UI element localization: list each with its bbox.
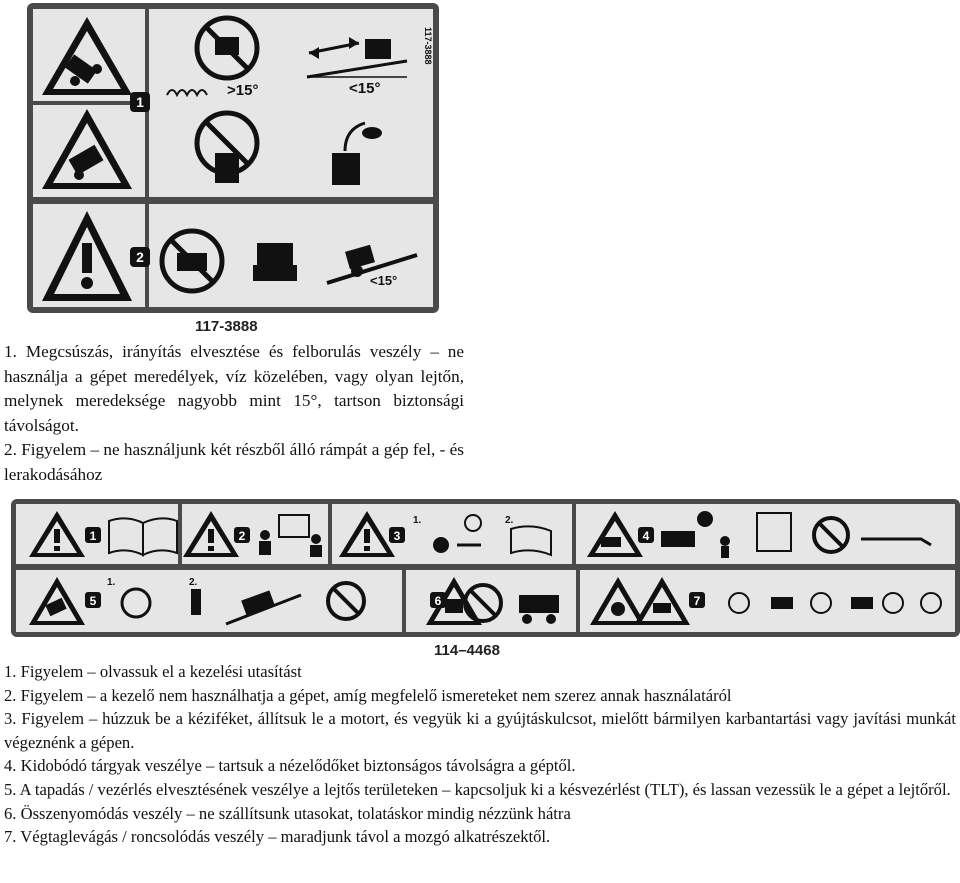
badge-label: 2: [238, 529, 246, 543]
description-item: 1. Megcsúszás, irányítás elvesztése és felborulás veszély – ne használja a gépet meredélyek, víz közelében, vagy olyan lejtőn, melynek meredeksége nagyobb mint 15°, tartson biztonsági távolságot.: [4, 342, 464, 435]
number-badge: [85, 592, 101, 608]
slope-greater-label: >15°: [227, 82, 259, 99]
description-item: 2. Figyelem – a kezelő nem használhatja a gépet, amíg megfelelő ismereteket nem szerez annak használatáról: [4, 685, 732, 705]
step-label: 1.: [413, 515, 422, 526]
description-item: 5. A tapadás / vezérlés elvesztésének veszélye a lejtős területeken – kapcsoljuk ki a késvezérlést (TLT), és lassan vezessük le a gépet a lejtőről.: [4, 779, 951, 799]
step-label: 2.: [189, 577, 198, 588]
number-badge: [234, 527, 250, 543]
description-item: 2. Figyelem – ne használjunk két részből álló rámpát a gép fel, - és lerakodásához: [4, 440, 464, 484]
number-badge: [389, 527, 405, 543]
number-badge: [638, 527, 654, 543]
description-item: 7. Végtaglevágás / roncsolódás veszély – maradjunk távol a mozgó alkatrészektől.: [4, 827, 551, 847]
side-code: 117-3888: [423, 27, 433, 65]
number-badge: [85, 527, 101, 543]
decal-code-114-4468: 114–4468: [434, 642, 500, 659]
description-item: 6. Összenyomódás veszély – ne szállítsunk utasokat, tolatáskor mindig nézzünk hátra: [4, 803, 571, 823]
decal-114-4468: [11, 499, 960, 637]
number-badge: [430, 592, 446, 608]
badge-label: 5: [89, 594, 97, 608]
number-badge: [130, 247, 150, 267]
description-item: 1. Figyelem – olvassuk el a kezelési utasítást: [4, 662, 302, 681]
decal1-description: [4, 340, 464, 488]
badge-label: 1: [136, 94, 144, 110]
badge-label: 6: [434, 594, 442, 608]
number-badge: [130, 92, 150, 112]
step-label: 2.: [505, 515, 514, 526]
badge-label: 1: [89, 529, 97, 543]
description-item: 3. Figyelem – húzzuk be a kéziféket, állítsuk le a motort, és vegyük ki a gyújtáskulcsot, mielőtt bármilyen karbantartási vagy javítási munkát végeznénk a gépen.: [4, 709, 956, 752]
ramp-slope-label: <15°: [370, 273, 398, 288]
number-badge: [689, 592, 705, 608]
badge-label: 7: [693, 594, 701, 608]
description-item: 4. Kidobódó tárgyak veszélye – tartsuk a nézelődőket biztonságos távolságra a géptől.: [4, 756, 576, 776]
badge-label: 2: [136, 249, 144, 265]
slope-less-label: <15°: [349, 80, 381, 97]
badge-label: 4: [642, 529, 650, 543]
decal-code-117-3888: 117-3888: [195, 318, 258, 335]
step-label: 1.: [107, 577, 116, 588]
mower-on-ramp-icon: [253, 243, 297, 281]
decal-117-3888: [27, 3, 439, 313]
decal2-description: [4, 660, 956, 849]
badge-label: 3: [393, 529, 401, 543]
